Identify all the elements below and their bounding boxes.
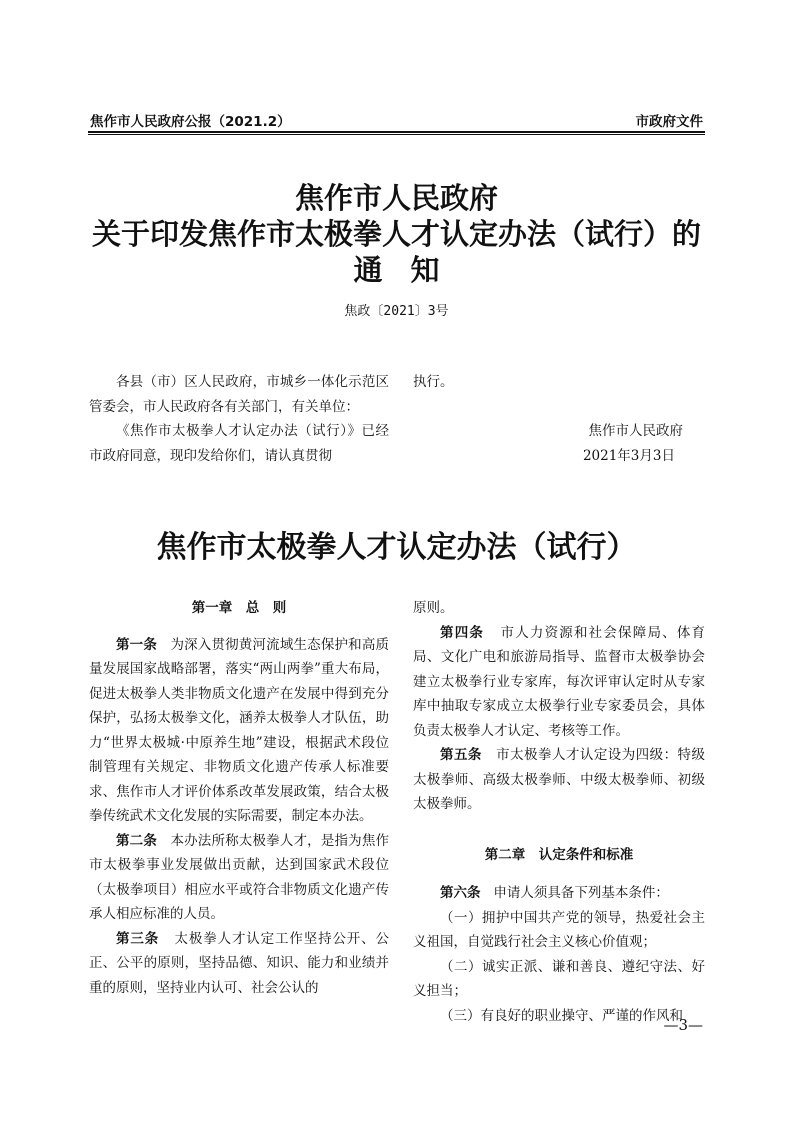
condition-item-3: （三）有良好的职业操守、严谨的作风和 [440,1007,683,1024]
article-4 [413,621,705,744]
article-5 [413,743,705,817]
article-5-label: 第五条 [440,747,482,763]
article-1-label: 第一条 [116,636,158,653]
article-2-label: 第二条 [116,832,158,849]
notice-instruction-end: 执行。 [413,374,454,390]
notice-title-line-1: 焦作市人民政府 [294,181,498,215]
article-3-continuation: 原则。 [413,600,454,616]
article-6-label: 第六条 [440,885,481,901]
notice-title-line-3: 通知 [353,253,468,287]
regulation-left-column [89,596,389,1000]
notice-title-line-2: 关于印发焦作市太极拳人才认定办法（试行）的 [91,217,701,251]
notice-body-left [89,370,389,468]
chapter-2-heading: 第二章 认定条件和标准 [484,846,634,863]
page-number: —3— [663,1016,703,1034]
header-section: 市政府文件 [635,114,703,130]
regulation-right-column [413,596,705,1028]
notice-addressees: 各县（市）区人民政府，市城乡一体化示范区管委会，市人民政府各有关部门，有关单位： [89,374,389,415]
article-3 [89,927,389,1001]
article-4-label: 第四条 [440,624,485,641]
header-rule [88,131,705,135]
article-2 [89,829,389,927]
article-4-text: 市人力资源和社会保障局、体育局、文化广电和旅游局指导、监督市太极拳协会建立太极拳行业专家库，每次评审认定时从专家库中抽取专家成立太极拳行业专家委员会，具体负责太极拳人才认定、考核等工作。 [413,624,706,739]
condition-item-2: （二）诚实正派、谦和善良、遵纪守法、好义担当； [413,958,705,999]
notice-date: 2021年3月3日 [582,447,675,464]
article-5-text: 市太极拳人才认定设为四级：特级太极拳师、高级太极拳师、中级太极拳师、初级太极拳师。 [413,747,706,812]
header-publication: 焦作市人民政府公报（2021.2） [90,114,291,130]
notice-instruction: 《焦作市太极拳人才认定办法（试行）》已经市政府同意，现印发给你们，请认真贯彻 [89,423,389,464]
article-1 [89,633,389,829]
article-3-text: 太极拳人才认定工作坚持公开、公正、公平的原则，坚持品德、知识、能力和业绩并重的原则，坚持业内认可、社会公认的 [89,930,390,996]
article-6 [413,881,705,906]
article-6-text: 申请人须具备下列基本条件： [493,885,669,901]
article-1-text: 为深入贯彻黄河流域生态保护和高质量发展国家战略部署，落实“两山两拳”重大布局，促进太极拳人类非物质文化遗产在发展中得到充分保护，弘扬太极拳文化，涵养太极拳人才队伍，助力“世界太极城·中原养生地”建设，根据武术段位制管理有关规定、非物质文化遗产传承人标准要求、焦作市人才评价体系改革发展政策，结合太极拳传统武术文化发展的实际需要，制定本办法。 [89,636,390,824]
document-number: 焦政〔2021〕3号 [344,304,449,319]
running-header [88,108,705,132]
condition-item-1: （一）拥护中国共产党的领导，热爱社会主义祖国，自觉践行社会主义核心价值观； [413,909,705,950]
article-2-text: 本办法所称太极拳人才，是指为焦作市太极拳事业发展做出贡献，达到国家武术段位（太极拳项目）相应水平或符合非物质文化遗产传承人相应标准的人员。 [89,832,390,922]
notice-body-right [413,370,705,468]
chapter-1-heading: 第一章 总 则 [191,600,287,616]
notice-title [0,180,793,288]
regulation-title: 焦作市太极拳人才认定办法（试行） [156,530,637,565]
article-3-label: 第三条 [116,930,160,947]
notice-signature: 焦作市人民政府 [588,423,683,439]
